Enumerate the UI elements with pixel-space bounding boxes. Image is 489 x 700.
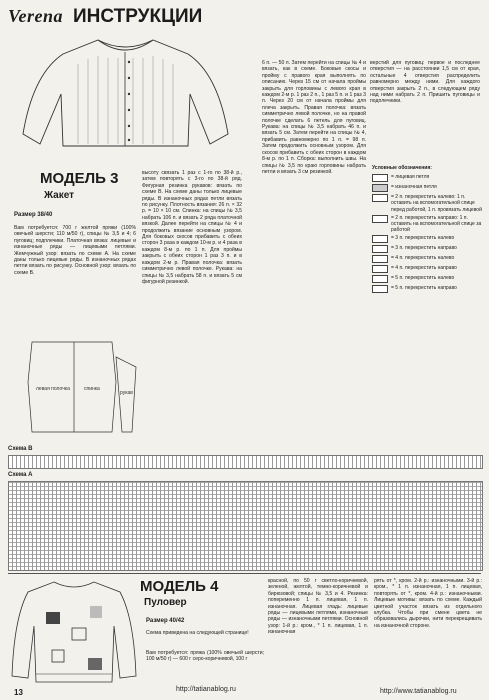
pullover-sketch xyxy=(10,578,138,686)
cross-right-symbol-icon xyxy=(372,245,388,253)
model-4-intro: Схема приведена на следующей странице! xyxy=(146,630,249,636)
left-front-label: левая полочка xyxy=(36,386,70,392)
model-4-size: Размер 40/42 xyxy=(146,618,185,624)
model-4-materials-text: Вам потребуется: пряжа (100% овечьей шерсти; 100 м/50 г) — 600 г серо-коричневой, 100 г xyxy=(146,650,264,663)
model-3-title: МОДЕЛЬ 3 xyxy=(40,170,119,187)
back-label: спинка xyxy=(84,386,100,392)
model-3-column-3: 6 п. — 50 п. Затем перейти на спицы № 4 и вязать, как в схеме. Боковые скосы и пройму с правого края выполнять по описанию. Через 15 см от начала проймы закрыть для горловины с левого края в каждом 2-м р. 1 раз 2 п., 1 раз 5 п. и 1 раз 3 п. Через 20 см от начала проймы для плеча закрыть. Правая полочка: вязать симметрично левой полочке, но на правой полочке сделать 6 петель для пуговиц. Рукава: на спицы № 3,5 набрать 46 п. и вязать 5 см. Затем перейти на спицы № 4, прибавить равномерно по 1 п. = 98 п. Затем продолжить основным узором. Для скосов прибавить с обеих сторон в каждом 8-м р. по 1 п. Сборка: выполнить швы. На спицы № 3,5 по краю горловины набрать петли и вязать 3 см резинкой. xyxy=(262,60,366,175)
knit-symbol-icon xyxy=(372,174,388,182)
legend-item: = лицевая петля xyxy=(372,174,482,182)
page-title: ИНСТРУКЦИИ xyxy=(73,6,203,27)
schema-b-label: Схема B xyxy=(8,446,33,452)
legend-item: = 5 п. перекрестить налево xyxy=(372,275,482,283)
legend-item: = 2 п. перекрестить направо: 1 п. оставить на вспомогательной спице за работой xyxy=(372,215,482,234)
cross-left-symbol-icon xyxy=(372,255,388,263)
cross-left-symbol-icon xyxy=(372,275,388,283)
legend-title: Условные обозначения: xyxy=(372,165,432,171)
jacket-sketch xyxy=(18,34,233,154)
model-3-subtitle: Жакет xyxy=(44,190,75,201)
model-3-legend xyxy=(372,165,482,295)
cross-right-symbol-icon xyxy=(372,285,388,293)
legend-item: = 4 п. перекрестить налево xyxy=(372,255,482,263)
cross-right-symbol-icon xyxy=(372,265,388,273)
cross-right-symbol-icon xyxy=(372,215,388,223)
model-3-column-2: высоту связать 1 раз с 1-го по 38-й р., затем повторять с 3-го по 38-й ряд. Фигурная резинка рукавов: вязать по схеме В. На схеме даны только лицевые ряды. В изнаночных рядах петли вязать по рисунку. Плотность вязания: 26 п. × 32 р. = 10 × 10 см. Спинка: на спицы № 3,5 набрать 106 п. и вязать 2 ряда платочной вязкой. Далее перейти на спицы № 4 и продолжить вязание основным узором. Для боковых скосов прибавить с обеих сторон 3 раза в каждом 10-м р. и 4 раза в каждом 8-м р. по 1 п. Для проймы закрыть с обеих сторон 1 раз 3 п. и в каждом 2-м р. Правая полочка: вязать симметрично левой полочке. Рукава: на спицы № 3,5 набрать 58 п. и вязать 5 см фигурной резинкой. xyxy=(142,170,242,285)
model-4-subtitle: Пуловер xyxy=(144,597,187,608)
model-4-column-2: красной, по 50 г светло-коричневой, зеленой, желтой, темно-коричневой и бирюзовой; спицы № 3,5 и 4. Резинка: попеременно 1 п. лицевая, 1 п. изнаночная. Лицевая гладь: лицевые ряды — лицевыми петлями, изнаночные ряды — изнаночными петлями. Основной узор: 1-й р.: кром., * 1 п. лицевая, 1 п. изнаночная xyxy=(268,578,368,636)
legend-item: = 4 п. перекрестить направо xyxy=(372,265,482,273)
model-3-materials-text: Вам потребуется: 700 г желтой пряжи (100% овечьей шерсти; 110 м/50 г), спицы № 3,5 и 4; 6 пуговиц; подплечики. Платочная вязка: лицевые и изнаночные ряды — лицевыми петлями. Жемчужный узор: вязать по схеме A. На схеме даны только лицевые ряды. В изнаночных рядах петли вязать по рисунку. Основной узор: вязать по схеме B. xyxy=(14,225,136,276)
model-3-column-4: верстий для пуговиц: первое и последнее отверстия — на расстоянии 1,5 см от края, остальные 4 отверстия распределить равномерно между ними. Для каждого отверстия закрыть 2 п., в следующем ряду над ними набрать 2 п. Пришить пуговицы и подплечники. xyxy=(370,60,480,105)
page-header xyxy=(8,6,202,28)
pattern-schematic xyxy=(12,322,140,442)
legend-item: = 5 п. перекрестить направо xyxy=(372,285,482,293)
model-4-column-3: рять от *, кром. 2-й р.: изнаночными. 3-й р.: кром., * 1 п. изнаночная, 1 п. лицевая, повторять от *, кром. 4-й р.: изнаночными. Лицевые мотивы: вязать по схеме. Каждый цветной участок вязать из отдельного клубка. Чтобы при смене цвета не образовались дырочки, нити перекрещивать на изнаночной стороне. xyxy=(374,578,482,629)
legend-item: = 2 п. перекрестить налево: 1 п. оставить на вспомогательной спице перед работой, 1 п. провязать лицевой xyxy=(372,194,482,213)
page-number: 13 xyxy=(14,688,23,697)
schema-b-chart xyxy=(8,455,483,469)
legend-item: = 3 п. перекрестить налево xyxy=(372,235,482,243)
model-3-size: Размер 38/40 xyxy=(14,212,53,218)
section-divider xyxy=(8,573,481,574)
purl-symbol-icon xyxy=(372,184,388,192)
model-4-title: МОДЕЛЬ 4 xyxy=(140,578,219,595)
legend-item: = 3 п. перекрестить направо xyxy=(372,245,482,253)
schema-a-chart xyxy=(8,481,483,571)
footer-site-link[interactable]: http://tatianablog.ru xyxy=(176,686,236,693)
cross-left-symbol-icon xyxy=(372,194,388,202)
footer-site-link-right[interactable]: http://www.tatianablog.ru xyxy=(380,688,457,695)
sleeve-label: рукав xyxy=(120,390,133,396)
schema-a-label: Схема A xyxy=(8,472,33,478)
cross-left-symbol-icon xyxy=(372,235,388,243)
legend-item: = изнаночная петля xyxy=(372,184,482,192)
magazine-brand: Verena xyxy=(8,6,64,26)
